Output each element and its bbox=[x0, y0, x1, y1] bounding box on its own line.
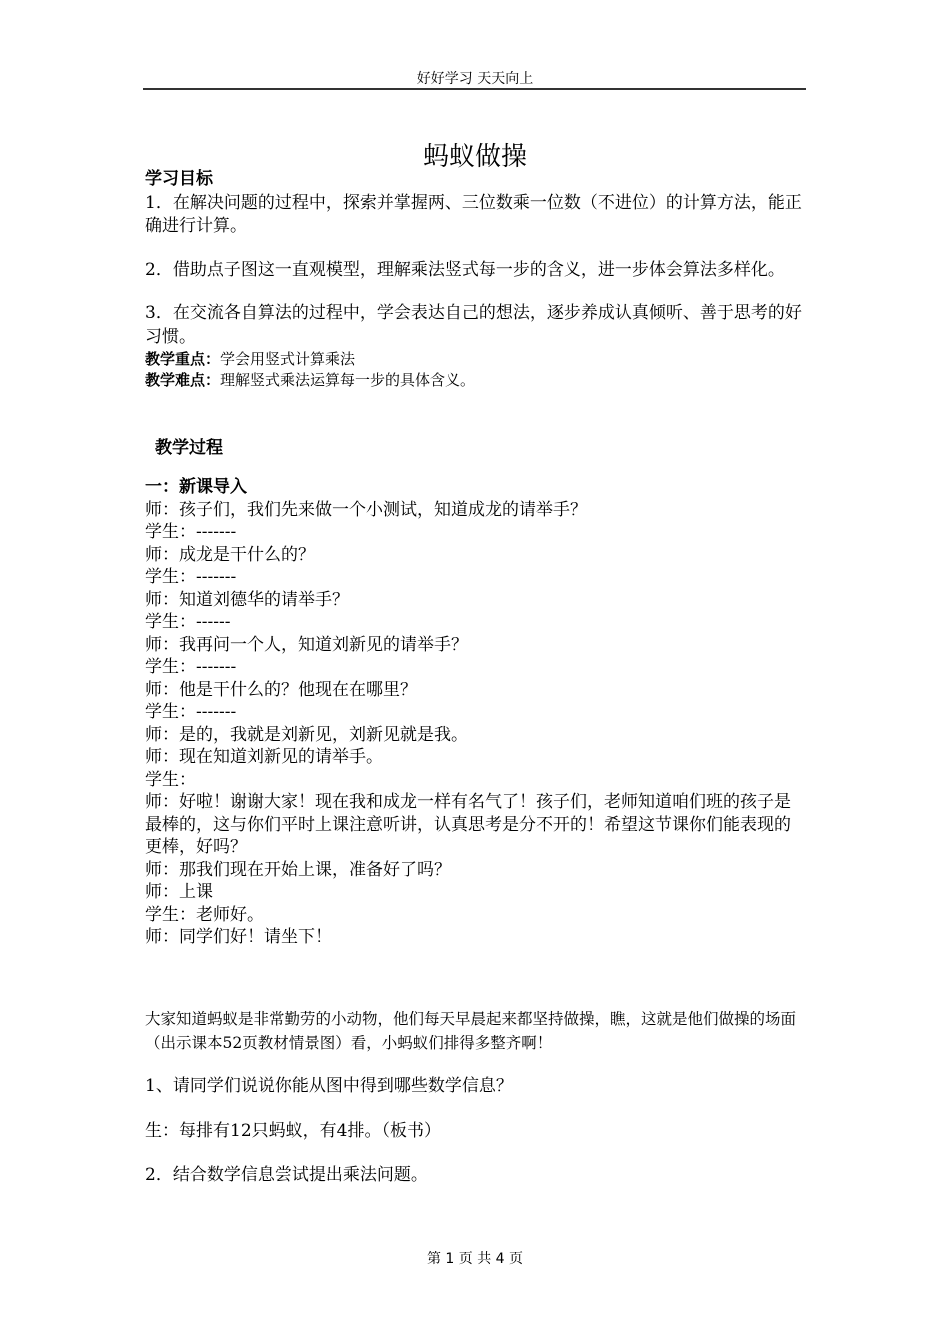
section-heading: 一：新课导入 bbox=[145, 477, 247, 497]
dialogue-line: 师：那我们现在开始上课，准备好了吗？ bbox=[145, 859, 451, 880]
key-text: 学会用竖式计算乘法 bbox=[220, 350, 356, 368]
dialogue-line: 师：好啦！谢谢大家！现在我和成龙一样有名气了！孩子们，老师知道咱们班的孩子是最棒的，这与你们平时上课注意听讲，认真思考是分不开的！希望这节课你们能表现的更棒，好吗？ bbox=[145, 792, 791, 857]
page-footer: 第 1 页 共 4 页 bbox=[426, 1251, 524, 1267]
key-point bbox=[145, 349, 807, 370]
dialogue-line: 学生：老师好。 bbox=[145, 904, 264, 925]
difficulty-point bbox=[145, 370, 807, 391]
dialogue-line: 学生：------- bbox=[145, 702, 237, 722]
difficulty-text: 理解竖式乘法运算每一步的具体含义。 bbox=[220, 371, 476, 389]
question-2: 2．结合数学信息尝试提出乘法问题。 bbox=[145, 1165, 428, 1185]
dialogue-line: 学生：------ bbox=[145, 612, 231, 632]
dialogue-line: 师：同学们好！请坐下！ bbox=[145, 927, 332, 947]
answer-1: 生：每排有12只蚂蚁，有4排。（板书） bbox=[145, 1120, 441, 1141]
goals-heading: 学习目标 bbox=[145, 169, 213, 189]
question-1: 1、请同学们说说你能从图中得到哪些数学信息？ bbox=[145, 1076, 513, 1096]
dialogue-line: 学生：------- bbox=[145, 522, 237, 542]
learning-goals bbox=[145, 168, 807, 391]
dialogue-line: 师：孩子们，我们先来做一个小测试，知道成龙的请举手？ bbox=[145, 499, 587, 520]
dialogue-line: 学生：------- bbox=[145, 657, 237, 677]
header-divider bbox=[143, 88, 806, 90]
process-heading: 教学过程 bbox=[155, 438, 223, 458]
dialogue-line: 学生： bbox=[145, 769, 196, 790]
page-header: 好好学习 天天向上 bbox=[416, 71, 534, 87]
section-intro bbox=[145, 476, 807, 949]
key-label: 教学重点： bbox=[145, 350, 221, 368]
goal-item: 3．在交流各自算法的过程中，学会表达自己的想法，逐步养成认真倾听、善于思考的好习惯。 bbox=[145, 303, 802, 347]
dialogue-line: 学生：------- bbox=[145, 567, 237, 587]
dialogue-line: 师：他是干什么的？他现在在哪里？ bbox=[145, 679, 417, 700]
dialogue bbox=[145, 499, 807, 949]
dialogue-line: 师：知道刘德华的请举手？ bbox=[145, 589, 349, 610]
intro-paragraph: 大家知道蚂蚁是非常勤劳的小动物，他们每天早晨起来都坚持做操，瞧，这就是他们做操的场面（出示课本52页教材情景图）看，小蚂蚁们排得多整齐啊！ bbox=[145, 1010, 797, 1052]
goal-item: 1．在解决问题的过程中，探索并掌握两、三位数乘一位数（不进位）的计算方法，能正确进行计算。 bbox=[145, 192, 802, 236]
dialogue-line: 师：我再问一个人，知道刘新见的请举手？ bbox=[145, 634, 468, 655]
dialogue-line: 师：上课 bbox=[145, 882, 213, 902]
difficulty-label: 教学难点： bbox=[145, 371, 221, 389]
dialogue-line: 师：现在知道刘新见的请举手。 bbox=[145, 747, 383, 767]
lesson-body bbox=[145, 1008, 807, 1188]
goal-item: 2．借助点子图这一直观模型，理解乘法竖式每一步的含义，进一步体会算法多样化。 bbox=[145, 259, 785, 280]
dialogue-line: 师：成龙是干什么的？ bbox=[145, 544, 315, 565]
dialogue-line: 师：是的，我就是刘新见，刘新见就是我。 bbox=[145, 724, 468, 745]
document-title: 蚂蚁做操 bbox=[422, 142, 527, 172]
